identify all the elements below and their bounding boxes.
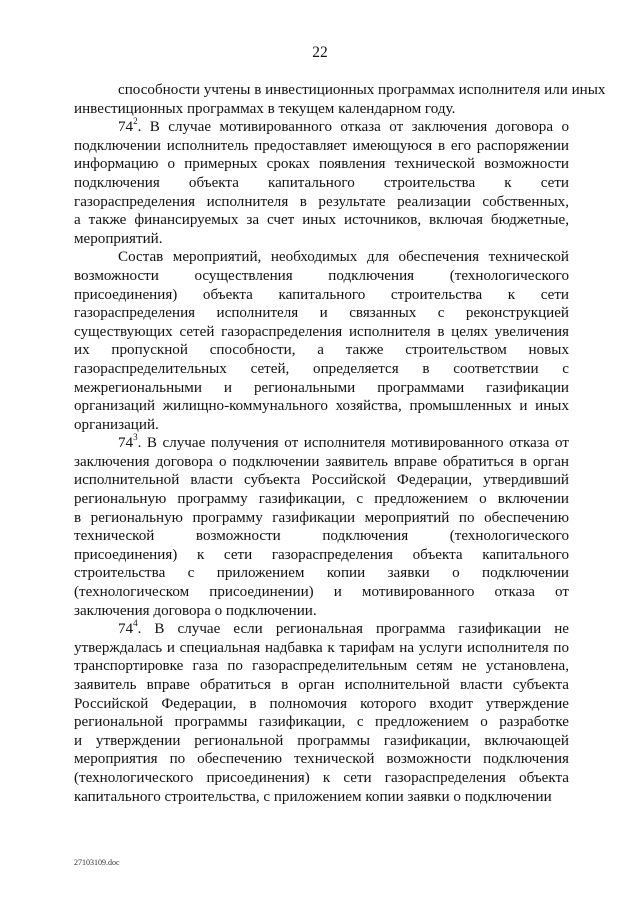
paragraph-line (74, 490, 569, 509)
paragraph-line (74, 267, 569, 286)
clause-superscript: 4 (133, 618, 138, 629)
line-text: газораспределения исполнителя в результате реализации собственных, (74, 193, 569, 210)
line-text: региональной программы газификации, с предложением о разработке (74, 714, 569, 731)
paragraph-line (74, 546, 569, 565)
paragraph-line (74, 471, 569, 490)
line-text: газораспределения исполнителя и связанных с реконструкцией (74, 305, 569, 322)
paragraph-line (74, 434, 569, 453)
paragraph-line (74, 230, 569, 249)
paragraph-line (74, 453, 569, 472)
paragraph-line (74, 155, 569, 174)
paragraph-line (74, 100, 569, 119)
paragraph-line (74, 713, 569, 732)
clause-number: 74 (118, 119, 134, 136)
page-number: 22 (312, 44, 328, 61)
line-text: Российской Федерации, в полномочия которого входит утверждение (74, 695, 569, 712)
paragraph-line (74, 657, 569, 676)
line-text: способности учтены в инвестиционных программах исполнителя или иных (118, 82, 606, 98)
line-text: мероприятий. (74, 230, 163, 247)
line-text: технической возможности подключения (технологического (74, 528, 569, 545)
document-body (74, 81, 606, 806)
paragraph-line (74, 174, 569, 193)
paragraph-line (74, 564, 569, 583)
clause-number: 74 (118, 435, 134, 452)
paragraph-line (74, 583, 569, 602)
line-text: транспортировке газа по газораспределительным сетям не установлена, (74, 658, 569, 675)
line-text: . В случае если региональная программа газификации не (137, 621, 569, 638)
line-text: капитального строительства, с приложением копии заявки о подключении (74, 788, 552, 805)
paragraph-line (74, 769, 569, 788)
line-text: межрегиональными и региональными программами газификации (74, 379, 569, 396)
paragraph-line (74, 397, 569, 416)
paragraph-line (74, 602, 569, 621)
paragraph-line (74, 137, 569, 156)
line-text: присоединения) к сети газораспределения объекта капитального (74, 546, 569, 563)
paragraph-line (74, 788, 569, 807)
paragraph-line (74, 416, 569, 435)
paragraph-line (74, 639, 569, 658)
line-text: организаций. (74, 416, 159, 433)
paragraph-line (74, 695, 569, 714)
line-text: присоединения) объекта капитального строительства к сети (74, 286, 569, 303)
line-text: заключения договора о подключении заявитель вправе обратиться в орган (74, 453, 569, 470)
line-text: мероприятия по обеспечению технической возможности подключения (74, 751, 569, 768)
clause-number: 74 (118, 621, 134, 638)
line-text: подключения объекта капитального строительства к сети (74, 174, 569, 191)
line-text: информацию о примерных сроках появления технической возможности (74, 156, 569, 173)
line-text: организаций жилищно-коммунального хозяйства, промышленных и иных (74, 398, 569, 415)
paragraph-line (74, 118, 569, 137)
clause-superscript: 3 (133, 432, 138, 443)
paragraph-line (74, 81, 606, 100)
paragraph-line (74, 360, 569, 379)
paragraph-line (74, 286, 569, 305)
line-text: региональную программу газификации, с предложением о включении (74, 491, 569, 508)
line-text: (технологическом присоединении) и мотивированного отказа от (74, 584, 569, 601)
paragraph-line (74, 193, 569, 212)
line-text: и утверждении региональной программы газификации, включающей (74, 732, 569, 749)
line-text: заявитель вправе обратиться в орган исполнительной власти субъекта (74, 677, 569, 693)
paragraph-line (74, 732, 569, 751)
paragraph-line (74, 211, 569, 230)
line-text: . В случае мотивированного отказа от заключения договора о (137, 119, 569, 136)
line-text: . В случае получения от исполнителя мотивированного отказа от (137, 435, 569, 452)
line-text: инвестиционных программах в текущем календарном году. (74, 100, 456, 117)
line-text: возможности осуществления подключения (технологического (74, 267, 569, 284)
paragraph-line (74, 676, 569, 695)
paragraph-line (74, 527, 569, 546)
line-text: газораспределительных сетей, определяется в соответствии с (74, 360, 569, 377)
paragraph-line (74, 750, 569, 769)
paragraph-line (74, 509, 569, 528)
paragraph-line (74, 304, 569, 323)
line-text: а также финансируемых за счет иных источников, включая бюджетные, (74, 212, 569, 229)
line-text: заключения договора о подключении. (74, 602, 317, 619)
line-text: их пропускной способности, а также строительством новых (74, 342, 569, 359)
line-text: строительства с приложением копии заявки о подключении (74, 565, 569, 582)
line-text: существующих сетей газораспределения исполнителя в целях увеличения (74, 323, 569, 340)
paragraph-line (74, 620, 569, 639)
line-text: подключении исполнитель предоставляет имеющуюся в его распоряжении (74, 137, 569, 154)
line-text: утверждалась и специальная надбавка к тарифам на услуги исполнителя по (74, 639, 569, 656)
paragraph-line (74, 379, 569, 398)
paragraph-line (74, 323, 569, 342)
line-text: в региональную программу газификации мероприятий по обеспечению (74, 509, 569, 526)
document-footer: 27103109.doc (74, 858, 120, 867)
paragraph-line (74, 248, 569, 267)
line-text: (технологического присоединения) к сети газораспределения объекта (74, 769, 569, 786)
line-text: исполнительной власти субъекта Российской Федерации, утвердивший (74, 472, 569, 489)
line-text: Состав мероприятий, необходимых для обеспечения технической (118, 249, 569, 266)
clause-superscript: 2 (133, 116, 138, 127)
paragraph-line (74, 341, 569, 360)
